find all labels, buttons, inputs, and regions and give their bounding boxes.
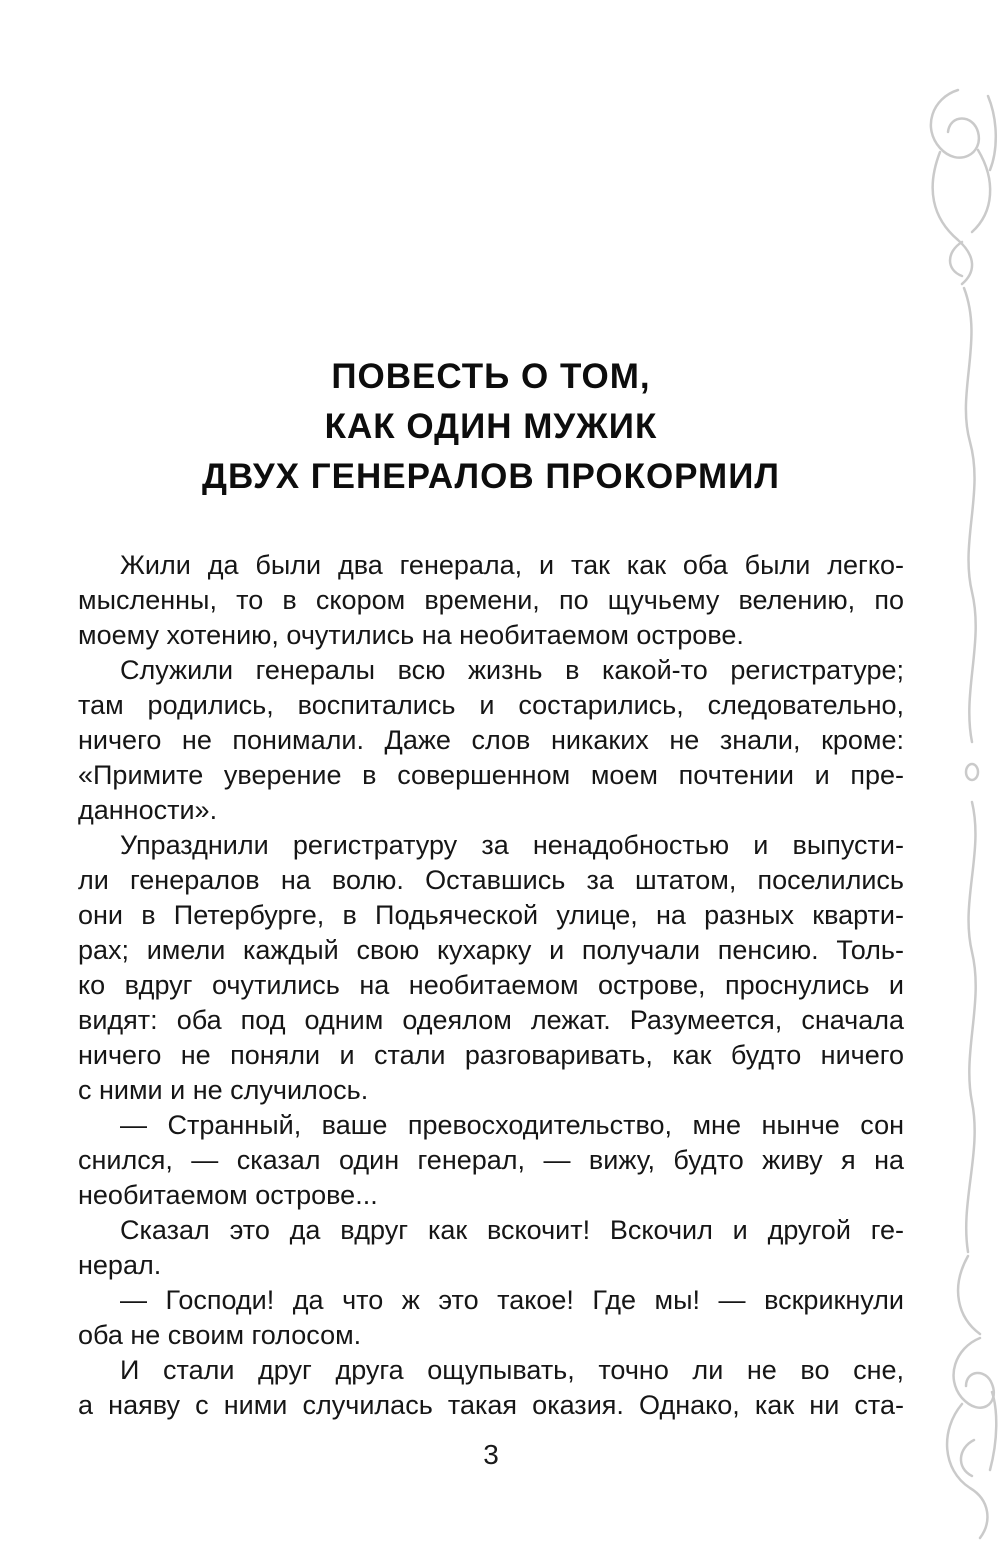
text-line: ко вдруг очутились на необитаемом острове, проснулись и	[78, 970, 904, 1000]
text-line: моему хотению, очутились на необитаемом острове.	[78, 620, 744, 650]
text-line: с ними и не случилось.	[78, 1075, 369, 1105]
title-line: ПОВЕСТЬ О ТОМ,	[331, 357, 651, 396]
text-line: Служили генералы всю жизнь в какой-то регистратуре;	[120, 655, 904, 685]
text-line: Сказал это да вдруг как вскочит! Вскочил и другой ге-	[120, 1215, 904, 1245]
text-line: рах; имели каждый свою кухарку и получали пенсию. Толь-	[78, 935, 904, 965]
title-line: КАК ОДИН МУЖИК	[324, 407, 658, 446]
paragraph	[78, 1283, 904, 1353]
text-line: там родились, воспитались и состарились, следовательно,	[78, 690, 904, 720]
text-column	[78, 0, 904, 1471]
text-line: И стали друг друга ощупывать, точно ли не во сне,	[120, 1355, 904, 1385]
paragraph	[78, 1353, 904, 1423]
text-line: они в Петербурге, в Подьяческой улице, на разных кварти-	[78, 900, 904, 930]
text-line: — Господи! да что ж это такое! Где мы! — вскрикнули	[120, 1285, 904, 1315]
paragraph	[78, 1213, 904, 1283]
text-line: снился, — сказал один генерал, — вижу, будто живу я на	[78, 1145, 904, 1175]
text-line: мысленны, то в скором времени, по щучьему велению, по	[78, 585, 904, 615]
text-line: — Странный, ваше превосходительство, мне нынче сон	[120, 1110, 904, 1140]
text-line: видят: оба под одним одеялом лежат. Разумеется, сначала	[78, 1005, 904, 1035]
paragraph	[78, 653, 904, 828]
text-line: ничего не понимали. Даже слов никаких не знали, кроме:	[78, 725, 904, 755]
text-line: данности».	[78, 795, 218, 825]
page-number: 3	[483, 1439, 499, 1470]
paragraph	[78, 828, 904, 1108]
text-line: Жили да были два генерала, и так как оба были легко-	[120, 550, 904, 580]
text-line: оба не своим голосом.	[78, 1320, 362, 1350]
text-line: «Примите уверение в совершенном моем почтении и пре-	[78, 760, 904, 790]
text-line: ли генералов на волю. Оставшись за штатом, поселились	[78, 865, 904, 895]
page-body	[78, 548, 904, 1423]
paragraph	[78, 1108, 904, 1213]
text-line: Упразднили регистратуру за ненадобностью и выпусти-	[120, 830, 904, 860]
chapter-title	[78, 352, 904, 502]
ornament-border-icon	[900, 0, 1000, 1564]
text-line: ничего не поняли и стали разговаривать, как будто ничего	[78, 1040, 904, 1070]
title-line: ДВУХ ГЕНЕРАЛОВ ПРОКОРМИЛ	[202, 457, 780, 496]
text-line: а наяву с ними случилась такая оказия. Однако, как ни ста-	[78, 1390, 904, 1420]
paragraph	[78, 548, 904, 653]
text-line: необитаемом острове...	[78, 1180, 378, 1210]
text-line: нерал.	[78, 1250, 162, 1280]
